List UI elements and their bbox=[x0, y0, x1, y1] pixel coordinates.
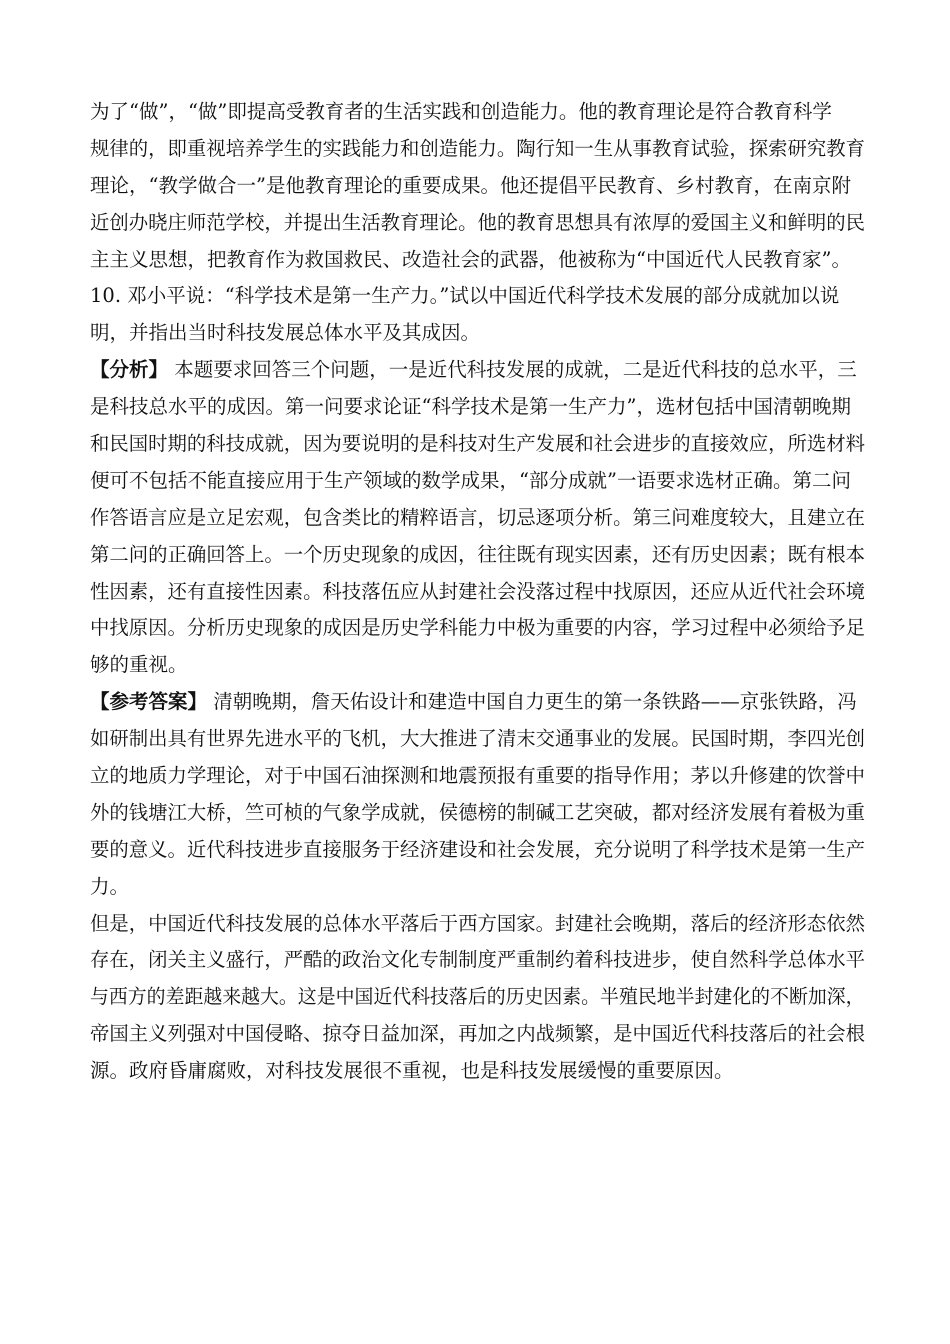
text-line bbox=[90, 315, 865, 352]
line-text: 如研制出具有世界先进水平的飞机，大大推进了清末交通事业的发展。民国时期，李四光创 bbox=[90, 727, 866, 751]
text-line bbox=[90, 942, 866, 979]
line-text: 为了“做”，“做”即提高受教育者的生活实践和创造能力。他的教育理论是符合教育科学 bbox=[90, 100, 832, 123]
line-text: 主主义思想，把教育作为救国救民、改造社会的武器，他被称为“中国近代人民教育家”。 bbox=[90, 247, 851, 271]
line-text: 是科技总水平的成因。第一问要求论证“科学技术是第一生产力”，选材包括中国清朝晚期 bbox=[90, 395, 851, 419]
text-line bbox=[90, 574, 866, 611]
text-line bbox=[90, 758, 866, 795]
text-line bbox=[90, 352, 865, 389]
paragraph-reference-answer bbox=[90, 684, 865, 905]
section-label: 【分析】 bbox=[90, 358, 169, 382]
text-line bbox=[90, 242, 865, 279]
line-text: 立的地质力学理论，对于中国石油探测和地震预报有重要的指导作用；茅以升修建的饮誉中 bbox=[90, 764, 866, 788]
paragraph-analysis bbox=[90, 352, 865, 684]
line-text: 理论，“教学做合一”是他教育理论的重要成果。他还提倡平民教育、乡村教育，在南京附 bbox=[90, 173, 851, 197]
text-line bbox=[90, 721, 866, 758]
text-line bbox=[90, 94, 865, 131]
text-line bbox=[90, 205, 866, 242]
text-line bbox=[90, 1016, 866, 1053]
line-text: 存在，闭关主义盛行，严酷的政治文化专制制度严重制约着科技进步，使自然科学总体水平 bbox=[90, 948, 866, 972]
line-text: 帝国主义列强对中国侵略、掠夺日益加深，再加之内战频繁，是中国近代科技落后的社会根 bbox=[90, 1022, 866, 1046]
paragraph-tao-education-cont bbox=[90, 94, 865, 278]
line-text: 外的钱塘江大桥，竺可桢的气象学成就，侯德榜的制碱工艺突破，都对经济发展有着极为重 bbox=[90, 800, 866, 824]
line-text: 第二问的正确回答上。一个历史现象的成因，往往既有现实因素，还有历史因素；既有根本 bbox=[90, 542, 866, 566]
line-text: 够的重视。 bbox=[90, 653, 188, 677]
section-label: 【参考答案】 bbox=[90, 690, 208, 714]
line-text: 和民国时期的科技成就，因为要说明的是科技对生产发展和社会进步的直接效应，所选材料 bbox=[90, 432, 866, 456]
line-text: 但是，中国近代科技发展的总体水平落后于西方国家。封建社会晚期，落后的经济形态依然 bbox=[90, 911, 866, 935]
line-text: 规律的，即重视培养学生的实践能力和创造能力。陶行知一生从事教育试验，探索研究教育 bbox=[90, 136, 866, 160]
text-line bbox=[90, 131, 866, 168]
document-body bbox=[90, 94, 865, 1090]
text-line bbox=[90, 1053, 865, 1090]
line-text: 中找原因。分析历史现象的成因是历史学科能力中极为重要的内容，学习过程中必须给予足 bbox=[90, 616, 866, 640]
text-line bbox=[90, 647, 865, 684]
text-line bbox=[90, 832, 866, 869]
text-line bbox=[90, 389, 865, 426]
text-line bbox=[90, 463, 865, 500]
text-line bbox=[90, 537, 866, 574]
text-line bbox=[90, 610, 866, 647]
text-line bbox=[90, 278, 865, 315]
paragraph-question-10 bbox=[90, 278, 865, 352]
text-line bbox=[90, 795, 866, 832]
text-line bbox=[90, 979, 865, 1016]
line-text: 本题要求回答三个问题，一是近代科技发展的成就，二是近代科技的总水平，三 bbox=[168, 358, 857, 382]
line-text: 近创办晓庄师范学校，并提出生活教育理论。他的教育思想具有浓厚的爱国主义和鲜明的民 bbox=[90, 210, 866, 234]
paragraph-answer-cont bbox=[90, 906, 865, 1090]
line-text: 明，并指出当时科技发展总体水平及其成因。 bbox=[90, 321, 481, 345]
line-text: 与西方的差距越来越大。这是中国近代科技落后的历史因素。半殖民地半封建化的不断加深， bbox=[90, 985, 865, 1009]
line-text: 清朝晚期，詹天佑设计和建造中国自力更生的第一条铁路——京张铁路，冯 bbox=[207, 690, 857, 714]
text-line bbox=[90, 168, 865, 205]
line-text: 性因素，还有直接性因素。科技落伍应从封建社会没落过程中找原因，还应从近代社会环境 bbox=[90, 579, 866, 603]
line-text: 作答语言应是立足宏观，包含类比的精粹语言，切忌逐项分析。第三问难度较大，且建立在 bbox=[90, 505, 866, 529]
text-line bbox=[90, 906, 866, 943]
text-line bbox=[90, 426, 866, 463]
text-line bbox=[90, 684, 865, 721]
line-text: 源。政府昏庸腐败，对科技发展很不重视，也是科技发展缓慢的重要原因。 bbox=[90, 1059, 734, 1083]
text-line bbox=[90, 500, 866, 537]
line-text: 10. 邓小平说：“科学技术是第一生产力。”试以中国近代科学技术发展的部分成就加以说 bbox=[90, 284, 840, 308]
line-text: 力。 bbox=[90, 874, 130, 898]
line-text: 要的意义。近代科技进步直接服务于经济建设和社会发展，充分说明了科学技术是第一生产 bbox=[90, 837, 866, 861]
line-text: 便可不包括不能直接应用于生产领域的数学成果，“部分成就”一语要求选材正确。第二问 bbox=[90, 468, 851, 492]
text-line bbox=[90, 869, 865, 906]
